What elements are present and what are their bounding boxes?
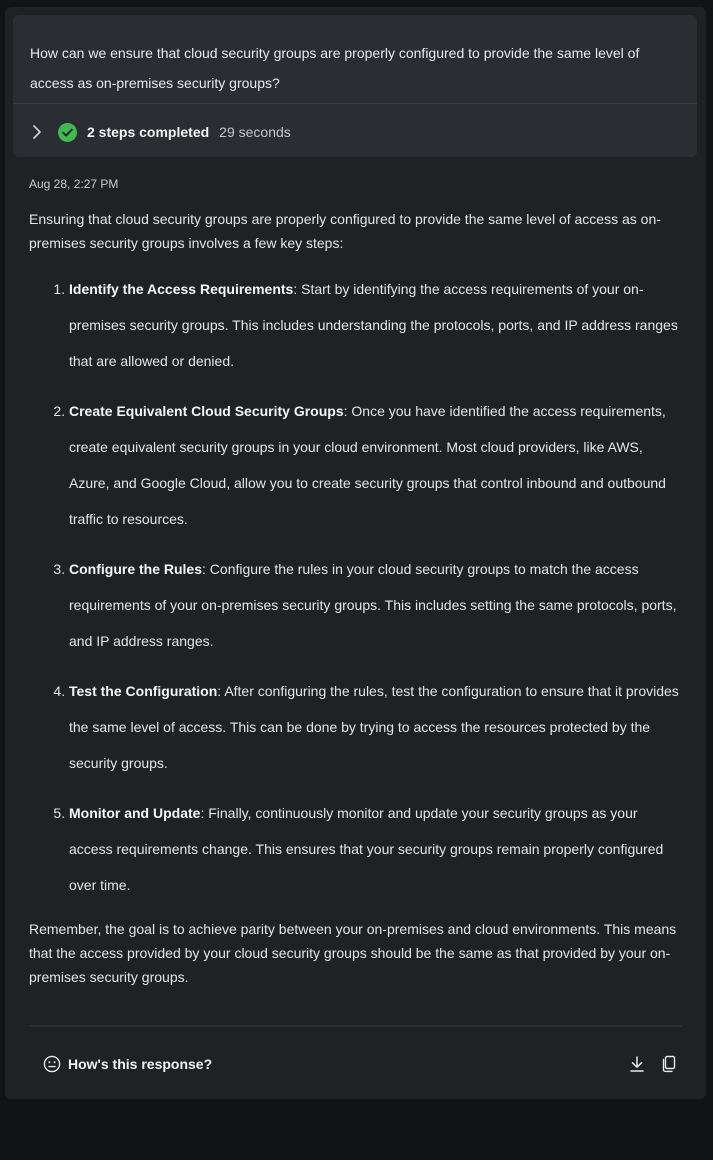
- footer-divider: [29, 1025, 682, 1027]
- list-item-title: Test the Configuration: [69, 683, 218, 699]
- response-actions: [628, 1055, 678, 1073]
- response-closing: Remember, the goal is to achieve parity between your on-premises and cloud environments. This means that the access provided by your cloud security groups should be the same as that provided by your on-premises security groups.: [29, 921, 677, 985]
- list-item: 4. Test the Configuration: After configuring the rules, test the configuration to ensure that it provides the same level of access. This can be done by trying to access the resources protected by the security groups.: [69, 673, 684, 781]
- chevron-right-icon[interactable]: [30, 122, 44, 142]
- download-icon[interactable]: [628, 1055, 646, 1073]
- steps-list: [29, 271, 684, 903]
- steps-duration: 29 seconds: [219, 124, 291, 140]
- response-body: [29, 207, 684, 989]
- list-item-body: Start by identifying the access requirements of your on-premises security groups. This includes understanding the protocols, ports, and IP address ranges that are allowed or denied.: [69, 281, 678, 369]
- steps-status: 2 steps completed: [87, 124, 210, 140]
- copy-icon[interactable]: [660, 1055, 678, 1073]
- neutral-face-icon[interactable]: [43, 1055, 61, 1073]
- list-item-title: Configure the Rules: [69, 561, 203, 577]
- list-item-title: Monitor and Update: [69, 805, 201, 821]
- list-item-body: After configuring the rules, test the configuration to ensure that it provides the same level of access. This can be done by trying to access the resources protected by the security groups.: [69, 683, 679, 771]
- list-item-title: Identify the Access Requirements: [69, 281, 294, 297]
- response-intro: Ensuring that cloud security groups are properly configured to provide the same level of access as on-premises security groups involves a few key steps:: [29, 211, 661, 251]
- list-item: 2. Create Equivalent Cloud Security Groups: Once you have identified the access requirements, create equivalent security groups in your cloud environment. Most cloud providers, like AWS, Azure, and Google Cloud, allow you to create security groups that control inbound and outbound traffic to resources.: [69, 393, 684, 537]
- list-item: 5. Monitor and Update: Finally, continuously monitor and update your security groups as your access requirements change. This ensures that your security groups remain properly configured over time.: [69, 795, 684, 903]
- steps-toggle[interactable]: [30, 119, 291, 145]
- divider: [13, 103, 697, 104]
- response-footer: [29, 1049, 682, 1079]
- list-item-body: Configure the rules in your cloud security groups to match the access requirements of your on-premises security groups. This includes setting the same protocols, ports, and IP address ranges.: [69, 561, 677, 649]
- feedback-button[interactable]: [43, 1055, 212, 1073]
- list-item-body: Finally, continuously monitor and update your security groups as your access requirements change. This ensures that your security groups remain properly configured over time.: [69, 805, 664, 893]
- chat-panel: [5, 7, 706, 1099]
- list-item: 1. Identify the Access Requirements: Start by identifying the access requirements of your on-premises security groups. This includes understanding the protocols, ports, and IP address ranges that are allowed or denied.: [69, 271, 684, 379]
- check-circle-icon: [58, 123, 77, 142]
- list-item: 3. Configure the Rules: Configure the rules in your cloud security groups to match the access requirements of your on-premises security groups. This includes setting the same protocols, ports, and IP address ranges.: [69, 551, 684, 659]
- question-card: [13, 15, 697, 157]
- feedback-label[interactable]: How's this response?: [68, 1056, 213, 1072]
- list-item-title: Create Equivalent Cloud Security Groups: [69, 403, 344, 419]
- list-item-body: Once you have identified the access requirements, create equivalent security groups in your cloud environment. Most cloud providers, like AWS, Azure, and Google Cloud, allow you to create security groups that control inbound and outbound traffic to resources.: [69, 403, 666, 527]
- question-text: How can we ensure that cloud security groups are properly configured to provide the same level of access as on-premises security groups?: [30, 45, 640, 91]
- response-timestamp: Aug 28, 2:27 PM: [29, 177, 119, 191]
